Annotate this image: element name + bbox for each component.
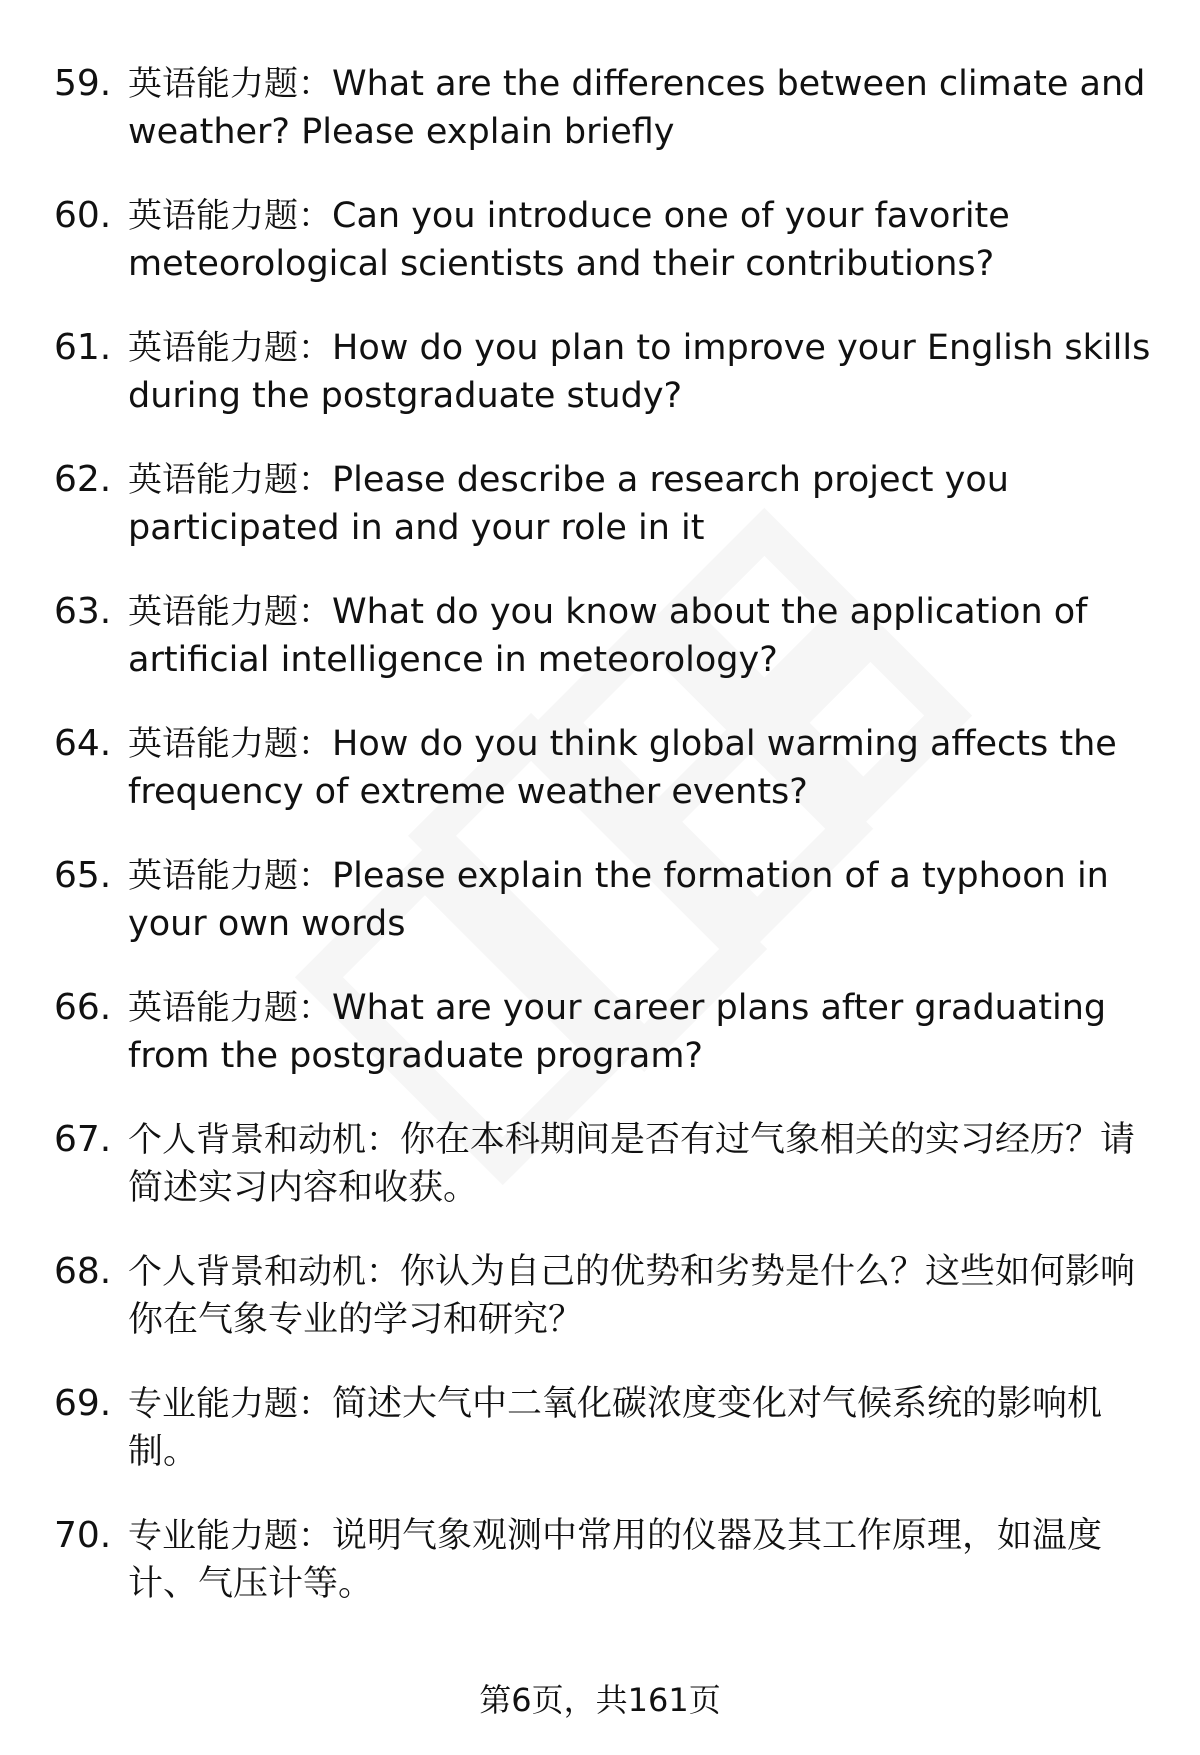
question-number: 64. [54, 723, 112, 764]
question-body: How do you plan to improve your English skills during the postgraduate study? [128, 328, 1151, 416]
question-body: 简述大气中二氧化碳浓度变化对气候系统的影响机制。 [128, 1384, 1103, 1472]
question-text [128, 192, 1162, 288]
question-text [128, 456, 1162, 552]
question-category: 英语能力题： [128, 988, 332, 1028]
question-text [128, 1116, 1162, 1212]
question-body: What are the differences between climate and weather? Please explain briefly [128, 64, 1146, 152]
question-body: 你在本科期间是否有过气象相关的实习经历？请简述实习内容和收获。 [128, 1120, 1136, 1208]
question-item [0, 1244, 1200, 1376]
question-item [0, 188, 1200, 320]
question-body: 你认为自己的优势和劣势是什么？这些如何影响你在气象专业的学习和研究？ [128, 1252, 1136, 1340]
question-text [128, 1512, 1162, 1608]
question-category: 英语能力题： [128, 196, 332, 236]
question-category: 英语能力题： [128, 328, 332, 368]
question-body: 说明气象观测中常用的仪器及其工作原理，如温度计、气压计等。 [128, 1516, 1103, 1604]
question-number: 66. [54, 987, 112, 1028]
question-text [128, 324, 1162, 420]
question-text [128, 1380, 1162, 1476]
question-number: 68. [54, 1251, 112, 1292]
question-category: 英语能力题： [128, 460, 332, 500]
question-number: 69. [54, 1383, 112, 1424]
question-number: 59. [54, 63, 112, 104]
question-category: 英语能力题： [128, 64, 332, 104]
question-category: 专业能力题： [128, 1516, 332, 1556]
question-item [0, 320, 1200, 452]
question-category: 个人背景和动机： [128, 1252, 400, 1292]
question-item [0, 980, 1200, 1112]
question-category: 个人背景和动机： [128, 1120, 400, 1160]
question-item [0, 1508, 1200, 1640]
question-category: 英语能力题： [128, 724, 332, 764]
question-item [0, 1376, 1200, 1508]
question-category: 英语能力题： [128, 856, 332, 896]
question-number: 65. [54, 855, 112, 896]
question-body: How do you think global warming affects the frequency of extreme weather events? [128, 724, 1117, 812]
question-number: 67. [54, 1119, 112, 1160]
question-text [128, 720, 1162, 816]
question-number: 63. [54, 591, 112, 632]
question-item [0, 56, 1200, 188]
question-item [0, 1112, 1200, 1244]
question-number: 62. [54, 459, 112, 500]
question-category: 英语能力题： [128, 592, 332, 632]
question-item [0, 848, 1200, 980]
question-body: Please describe a research project you participated in and your role in it [128, 460, 1009, 548]
question-list [0, 56, 1200, 1640]
question-category: 专业能力题： [128, 1384, 332, 1424]
question-number: 70. [54, 1515, 112, 1556]
page-footer [0, 1678, 1200, 1722]
question-text [128, 984, 1162, 1080]
question-body: What are your career plans after graduating from the postgraduate program? [128, 988, 1107, 1076]
question-text [128, 852, 1162, 948]
question-text [128, 60, 1162, 156]
page-number-label: 第6页，共161页 [479, 1681, 721, 1719]
question-item [0, 584, 1200, 716]
question-item [0, 452, 1200, 584]
question-text [128, 1248, 1162, 1344]
question-body: What do you know about the application of artificial intelligence in meteorology? [128, 592, 1088, 680]
question-body: Please explain the formation of a typhoon in your own words [128, 856, 1109, 944]
question-item [0, 716, 1200, 848]
question-number: 60. [54, 195, 112, 236]
question-body: Can you introduce one of your favorite meteorological scientists and their contributions? [128, 196, 1010, 284]
question-text [128, 588, 1162, 684]
question-number: 61. [54, 327, 112, 368]
